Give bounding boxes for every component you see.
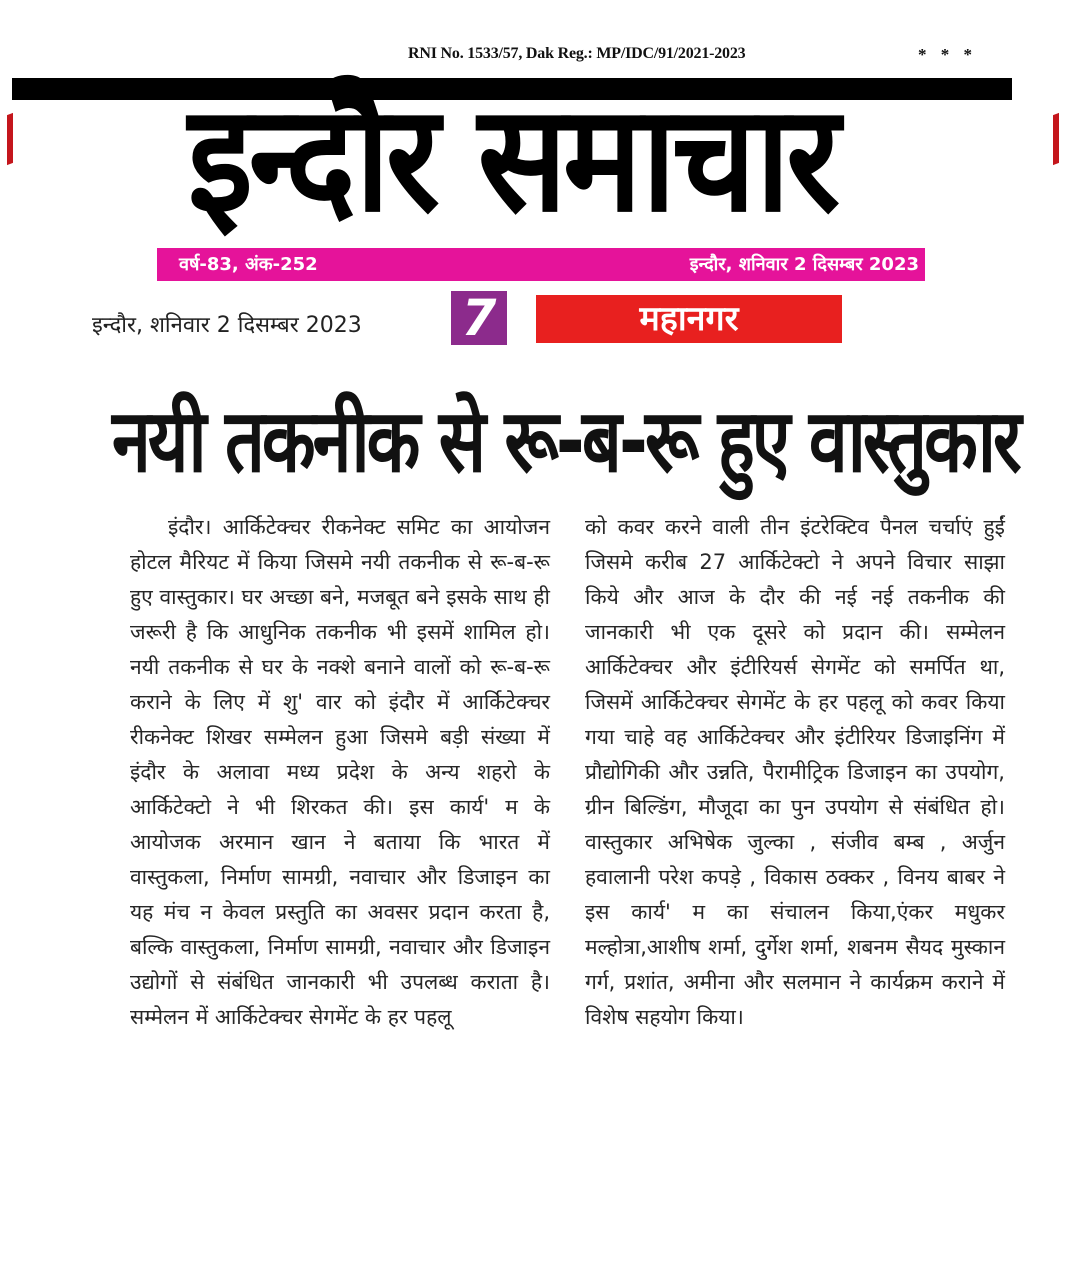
article-body-right: को कवर करने वाली तीन इंटरेक्टिव पैनल चर्चाएं हुईं जिसमे करीब 27 आर्किटेक्टो ने अपने विचार साझा किये और आज के दौर की नई नई तकनीक की जानकारी भी एक दूसरे को प्रदान की। सम्मेलन आर्किटेक्चर और इंटीरियर्स सेगमेंट को समर्पित था, जिसमें आर्किटेक्चर सेगमेंट के हर पहलू को कवर किया गया चाहे वह आर्किटेक्चर और इंटीरियर डिजाइनिंग में प्रौद्योगिकी और उन्नति, पैरामीट्रिक डिजाइन का उपयोग, ग्रीन बिल्डिंग, मौजूदा का पुन उपयोग से संबंधित हो। वास्तुकार अभिषेक जुल्का , संजीव बम्ब , अर्जुन हवालानी परेश कपड़े , विकास ठक्कर , विनय बाबर ने इस कार्य' म का संचालन किया,एंकर मधुकर मल्होत्रा,आशीष शर्मा, दुर्गेश शर्मा, शबनम सैयद मुस्कान गर्ग, प्रशांत, अमीना और सलमान ने कार्यक्रम कराने में विशेष सहयोग किया। xyxy=(585,515,1005,1029)
page-dateline: इन्दौर, शनिवार 2 दिसम्बर 2023 xyxy=(92,313,362,338)
issue-info-bar xyxy=(157,248,925,281)
volume-issue: वर्ष-83, अंक-252 xyxy=(179,254,318,275)
edition-stars: * * * xyxy=(918,45,977,64)
newspaper-title: इन्दौर समाचार xyxy=(187,72,837,246)
article-column-left xyxy=(130,510,550,1035)
section-label: महानगर xyxy=(536,295,842,343)
registration-number: RNI No. 1533/57, Dak Reg.: MP/IDC/91/2021-2023 xyxy=(408,45,746,62)
masthead-ornament-left-icon xyxy=(4,114,18,164)
article-body-left: इंदौर। आर्किटेक्चर रीकनेक्ट समिट का आयोजन होटल मैरियट में किया जिसमे नयी तकनीक से रू-ब-रू हुए वास्तुकार। घर अच्छा बने, मजबूत बने इसके साथ ही जरूरी है कि आधुनिक तकनीक भी इसमें शामिल हो। नयी तकनीक से घर के नक्शे बनाने वालों को रू-ब-रू कराने के लिए में शु' वार को इंदौर में आर्किटेक्चर रीकनेक्ट शिखर सम्मेलन हुआ जिसमे बड़ी संख्या में इंदौर के अलावा मध्य प्रदेश के अन्य शहरो के आर्किटेक्टो ने भी शिरकत की। इस कार्य' म के आयोजक अरमान खान ने बताया कि भारत में वास्तुकला, निर्माण सामग्री, नवाचार और डिजाइन का यह मंच न केवल प्रस्तुति का अवसर प्रदान करता है, बल्कि वास्तुकला, निर्माण सामग्री, नवाचार और डिजाइन उद्योगों से संबंधित जानकारी भी उपलब्ध कराता है। सम्मेलन में आर्किटेक्चर सेगमेंट के हर पहलू xyxy=(130,515,550,1029)
article-column-right xyxy=(585,510,1005,1035)
page-number: 7 xyxy=(451,291,507,345)
article-headline: नयी तकनीक से रू-ब-रू हुए वास्तुकार xyxy=(112,389,1019,492)
issue-place-date: इन्दौर, शनिवार 2 दिसम्बर 2023 xyxy=(689,254,919,275)
masthead-ornament-right-icon xyxy=(1050,114,1064,164)
